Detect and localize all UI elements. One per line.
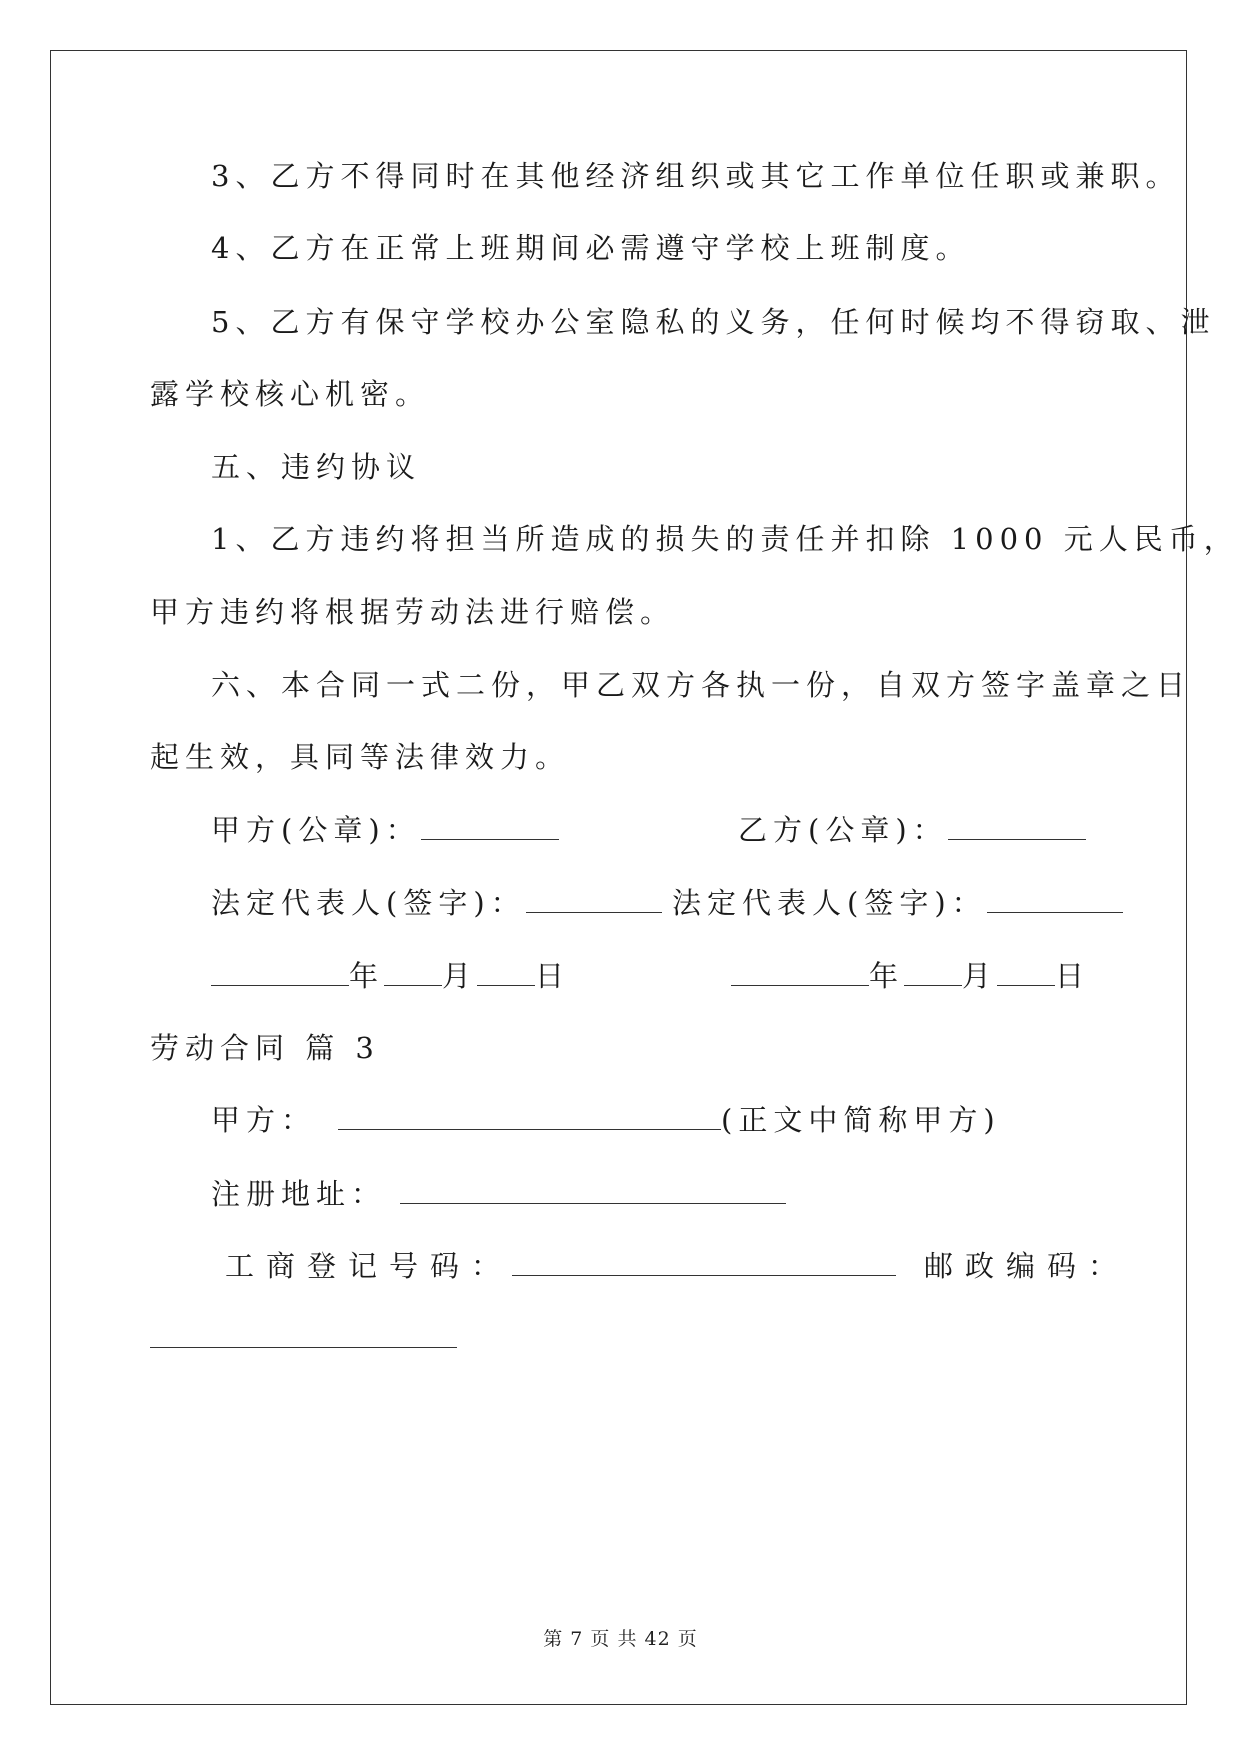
breach-clause-line2: 甲方违约将根据劳动法进行赔偿。: [150, 595, 676, 629]
postcode-label: 邮政编码：: [924, 1249, 1130, 1283]
date-b-month-label: 月: [962, 959, 998, 993]
reg-no-blank: [512, 1249, 896, 1276]
party-a-seal-label: 甲方(公章)：: [211, 813, 421, 847]
party-a-seal-blank: [421, 813, 559, 840]
date-a-row: [211, 956, 570, 996]
date-b-year-label: 年: [869, 959, 905, 993]
page-border: [50, 50, 1187, 1705]
party-b-seal-row: [738, 810, 1086, 850]
date-b-day-label: 日: [1055, 959, 1091, 993]
party-a-name-blank: [338, 1103, 721, 1130]
date-a-day-blank: [477, 959, 535, 986]
party-a-note: (正文中简称甲方): [721, 1103, 1001, 1137]
postcode-blank: [150, 1321, 457, 1348]
reg-no-label: 工商登记号码：: [225, 1249, 513, 1283]
section-3-title: 劳动合同 篇 3: [150, 1031, 380, 1065]
legal-rep-b-label: 法定代表人(签字)：: [672, 886, 987, 920]
legal-rep-b-row: [672, 883, 1123, 923]
date-a-day-label: 日: [535, 959, 571, 993]
registration-row: [225, 1246, 1129, 1286]
legal-rep-b-blank: [987, 886, 1123, 913]
date-a-month-label: 月: [442, 959, 478, 993]
date-b-month-blank: [904, 959, 962, 986]
date-b-year-blank: [731, 959, 869, 986]
date-a-year-label: 年: [349, 959, 385, 993]
postcode-blank-row: [150, 1318, 457, 1358]
party-b-seal-label: 乙方(公章)：: [738, 813, 948, 847]
clause-5-line2: 露学校核心机密。: [150, 377, 431, 411]
contract-copies-line2: 起生效，具同等法律效力。: [150, 740, 571, 774]
clause-5-line1: 5、乙方有保守学校办公室隐私的义务，任何时候均不得窃取、泄: [211, 305, 1216, 339]
party-a-row: [211, 1100, 1001, 1140]
party-b-seal-blank: [948, 813, 1086, 840]
breach-clause-line1: 1、乙方违约将担当所造成的损失的责任并扣除 1000 元人民币，: [211, 522, 1239, 556]
date-a-month-blank: [384, 959, 442, 986]
legal-rep-a-row: [211, 883, 662, 923]
legal-rep-a-label: 法定代表人(签字)：: [211, 886, 526, 920]
address-label: 注册地址：: [211, 1177, 387, 1211]
date-b-row: [731, 956, 1090, 996]
clause-4: 4、乙方在正常上班期间必需遵守学校上班制度。: [211, 231, 971, 265]
legal-rep-a-blank: [526, 886, 662, 913]
party-a-seal-row: [211, 810, 559, 850]
page-footer: 第 7 页 共 42 页: [543, 1628, 698, 1650]
address-row: [211, 1174, 786, 1214]
clause-3: 3、乙方不得同时在其他经济组织或其它工作单位任职或兼职。: [211, 159, 1181, 193]
address-blank: [400, 1177, 786, 1204]
date-a-year-blank: [211, 959, 349, 986]
party-a-label: 甲方：: [211, 1103, 317, 1137]
date-b-day-blank: [997, 959, 1055, 986]
contract-copies-line1: 六、本合同一式二份，甲乙双方各执一份，自双方签字盖章之日: [211, 668, 1192, 702]
section-heading-breach: 五、违约协议: [211, 450, 422, 484]
